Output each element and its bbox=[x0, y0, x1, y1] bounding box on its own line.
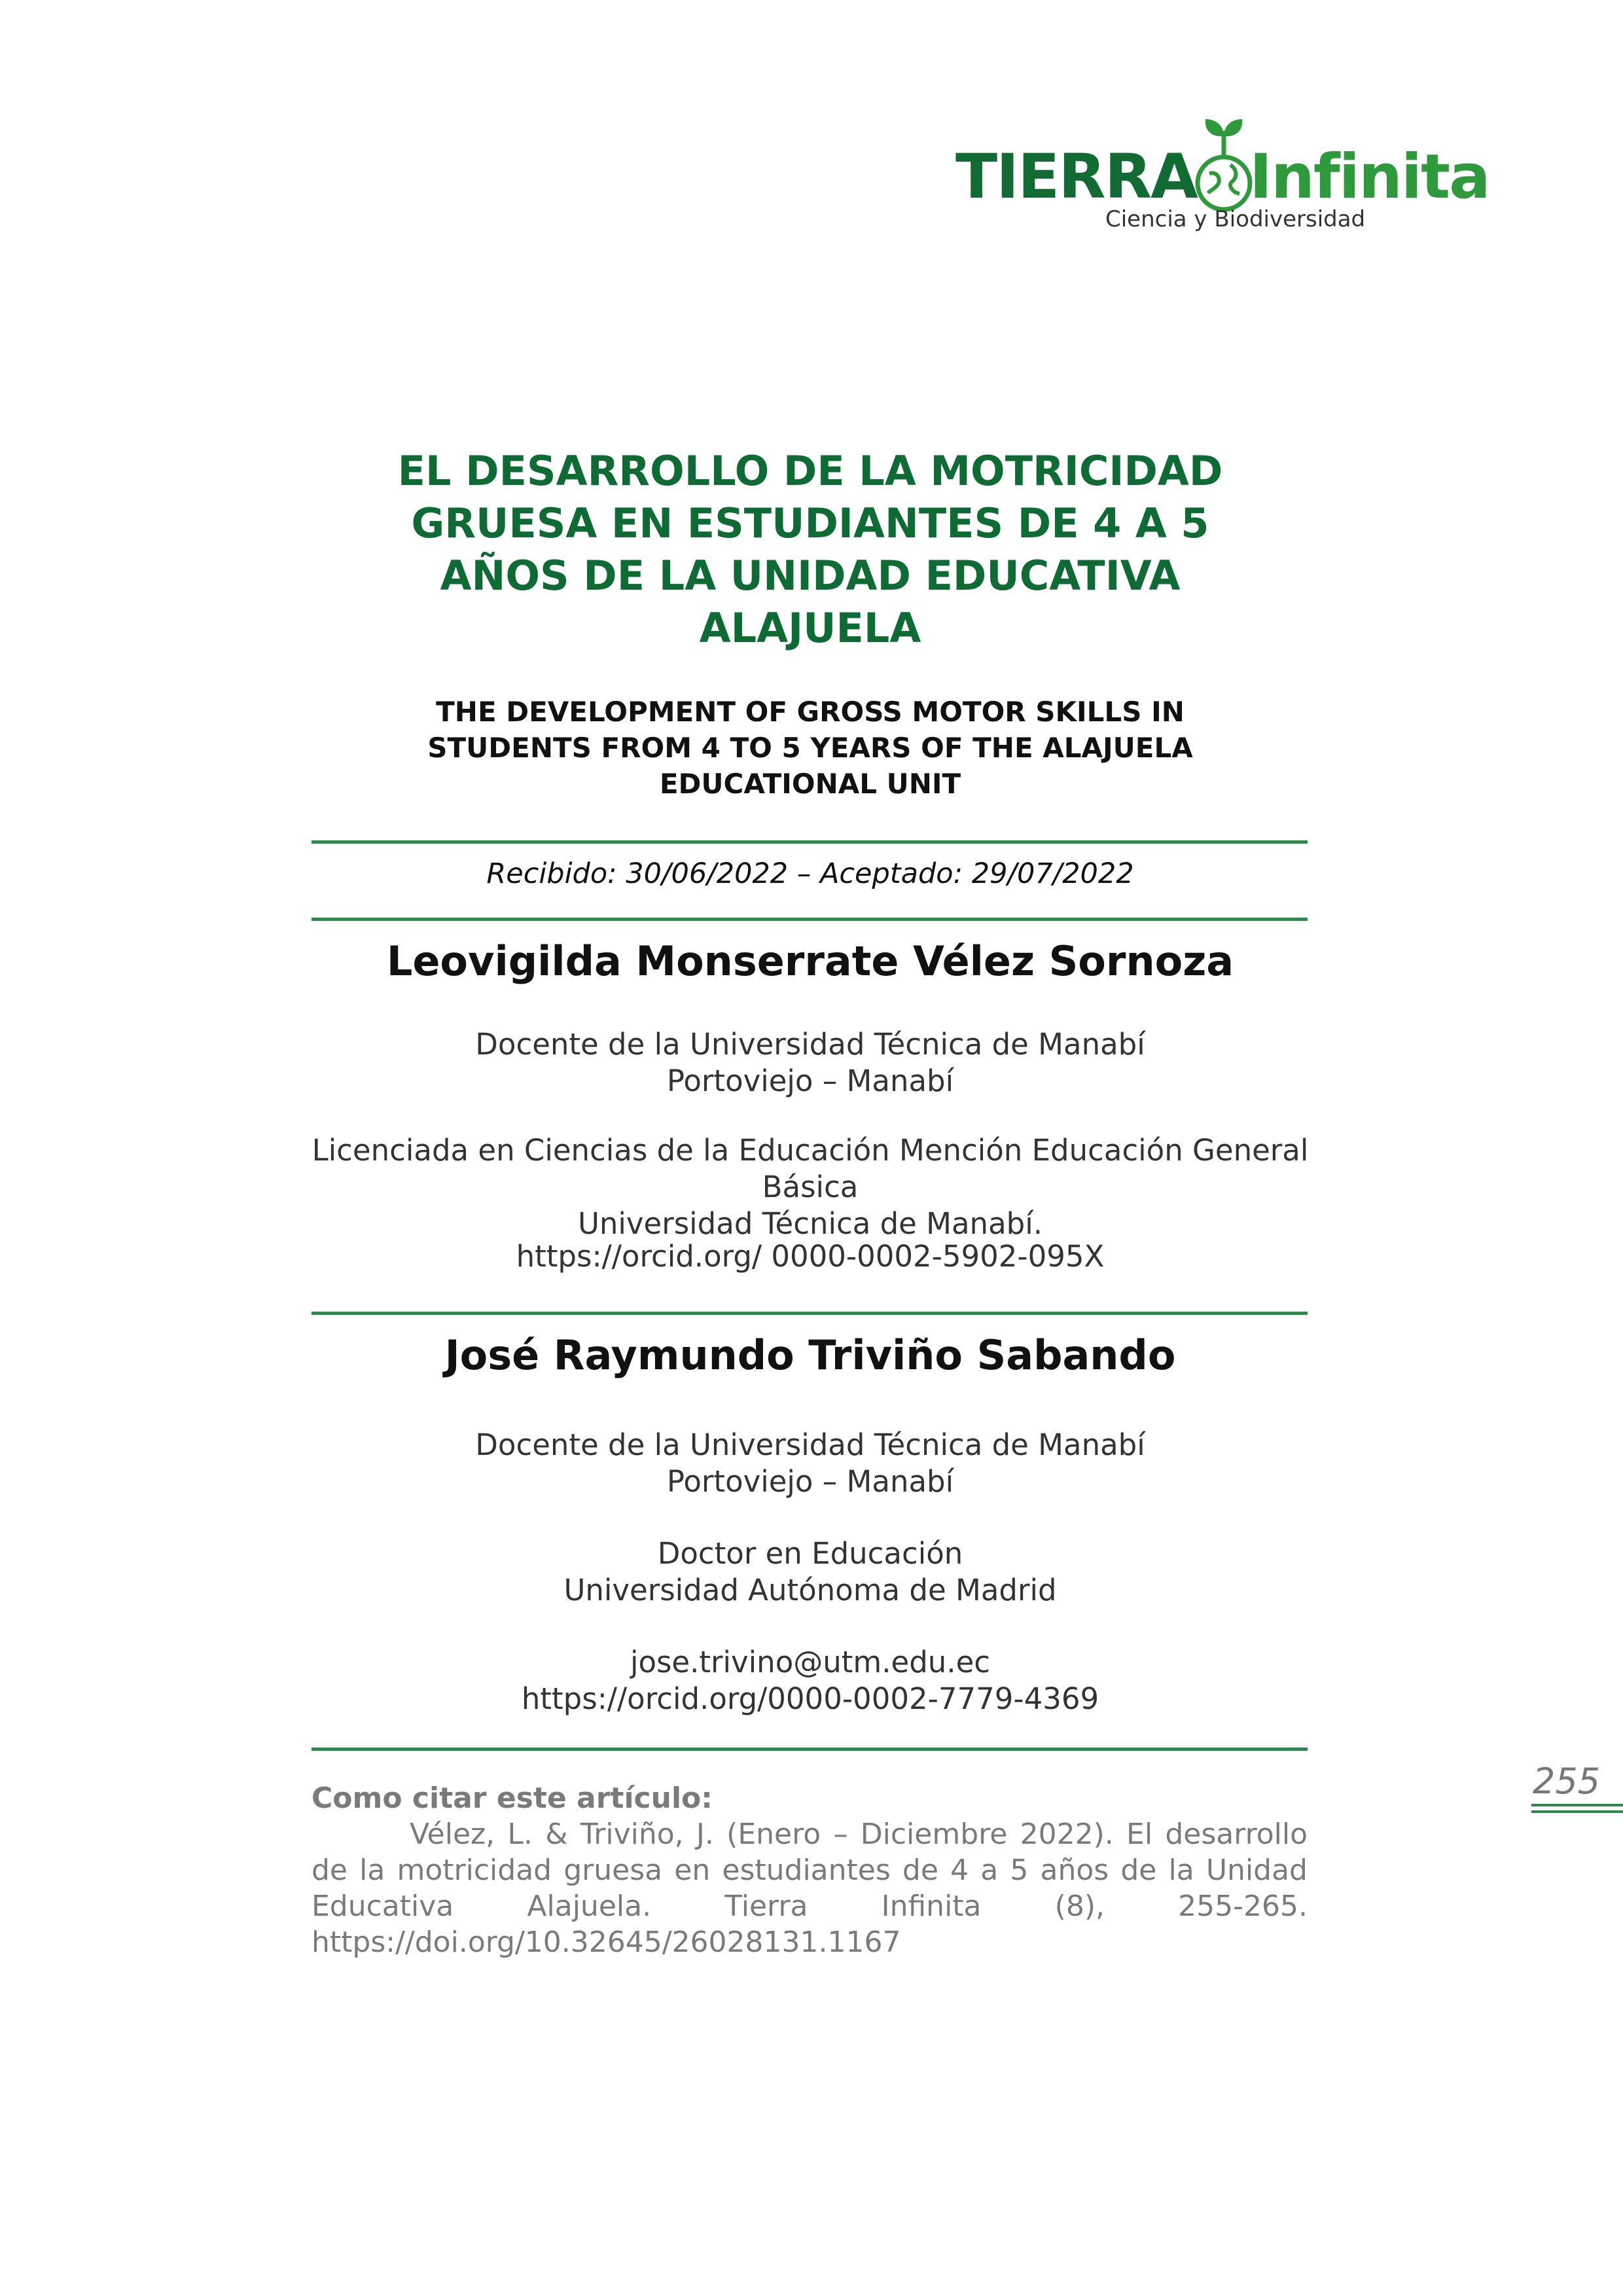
divider bbox=[312, 918, 1308, 921]
divider bbox=[312, 840, 1308, 844]
divider bbox=[312, 1312, 1308, 1315]
author-degree bbox=[312, 1535, 1309, 1609]
page-number: 255 bbox=[1533, 1761, 1601, 1802]
author-name: José Raymundo Triviño Sabando bbox=[444, 1331, 1176, 1379]
logo-brand-primary: TIERRA bbox=[955, 141, 1197, 213]
divider bbox=[312, 1748, 1308, 1751]
title-en-line: EDUCATIONAL UNIT bbox=[659, 768, 961, 800]
author-degree-line: Doctor en Educación bbox=[657, 1536, 963, 1571]
article-title-spanish bbox=[312, 445, 1309, 655]
author-position-line: Portoviejo – Manabí bbox=[666, 1064, 954, 1098]
received-accepted-dates: Recibido: 30/06/2022 – Aceptado: 29/07/2022 bbox=[486, 857, 1134, 890]
citation-block bbox=[312, 1780, 1308, 1960]
author-position-line: Docente de la Universidad Técnica de Manabí bbox=[475, 1427, 1145, 1462]
citation-text: Vélez, L. & Triviño, J. (Enero – Diciembre 2022). El desarrollo de la motricidad gruesa en estudiantes de 4 a 5 años de la Unidad Educativa Alajuela. Tierra Infinita (8), 255-265. https://doi.org/10.32645/26028131.1167 bbox=[312, 1818, 1308, 1959]
orcid-link[interactable]: https://orcid.org/ 0000-0002-5902-095X bbox=[516, 1239, 1105, 1274]
author-degree-line: Universidad Autónoma de Madrid bbox=[563, 1573, 1057, 1607]
author-position-line: Portoviejo – Manabí bbox=[666, 1464, 954, 1499]
author-contact bbox=[312, 1238, 1309, 1275]
author-degree-line: Licenciada en Ciencias de la Educación Mención Educación General Básica bbox=[312, 1133, 1309, 1204]
author-name: Leovigilda Monserrate Vélez Sornoza bbox=[386, 937, 1234, 985]
title-es-line: GRUESA EN ESTUDIANTES DE 4 A 5 bbox=[411, 499, 1209, 547]
author-degree-line: Universidad Técnica de Manabí. bbox=[577, 1206, 1043, 1241]
email-link[interactable]: jose.trivino@utm.edu.ec bbox=[630, 1645, 991, 1679]
citation-label: Como citar este artículo: bbox=[312, 1782, 713, 1815]
author-position bbox=[312, 1427, 1309, 1500]
title-es-line: ALAJUELA bbox=[699, 604, 921, 652]
globe-sprout-icon bbox=[1191, 111, 1257, 216]
orcid-link[interactable]: https://orcid.org/0000-0002-7779-4369 bbox=[521, 1681, 1099, 1716]
page-number-rule bbox=[1531, 1810, 1623, 1813]
page-number-rule bbox=[1531, 1804, 1623, 1806]
author-degree bbox=[312, 1132, 1309, 1242]
title-es-line: EL DESARROLLO DE LA MOTRICIDAD bbox=[397, 447, 1223, 495]
logo-tagline: Ciencia y Biodiversidad bbox=[1105, 206, 1366, 232]
author-position-line: Docente de la Universidad Técnica de Manabí bbox=[475, 1027, 1145, 1062]
journal-logo bbox=[955, 105, 1489, 236]
title-en-line: STUDENTS FROM 4 TO 5 YEARS OF THE ALAJUELA bbox=[427, 732, 1193, 764]
title-es-line: AÑOS DE LA UNIDAD EDUCATIVA bbox=[440, 552, 1181, 600]
author-contact bbox=[312, 1644, 1309, 1717]
logo-brand-secondary: Infinita bbox=[1249, 141, 1489, 213]
author-position bbox=[312, 1026, 1309, 1100]
article-title-english bbox=[312, 694, 1309, 802]
title-en-line: THE DEVELOPMENT OF GROSS MOTOR SKILLS IN bbox=[436, 696, 1185, 728]
